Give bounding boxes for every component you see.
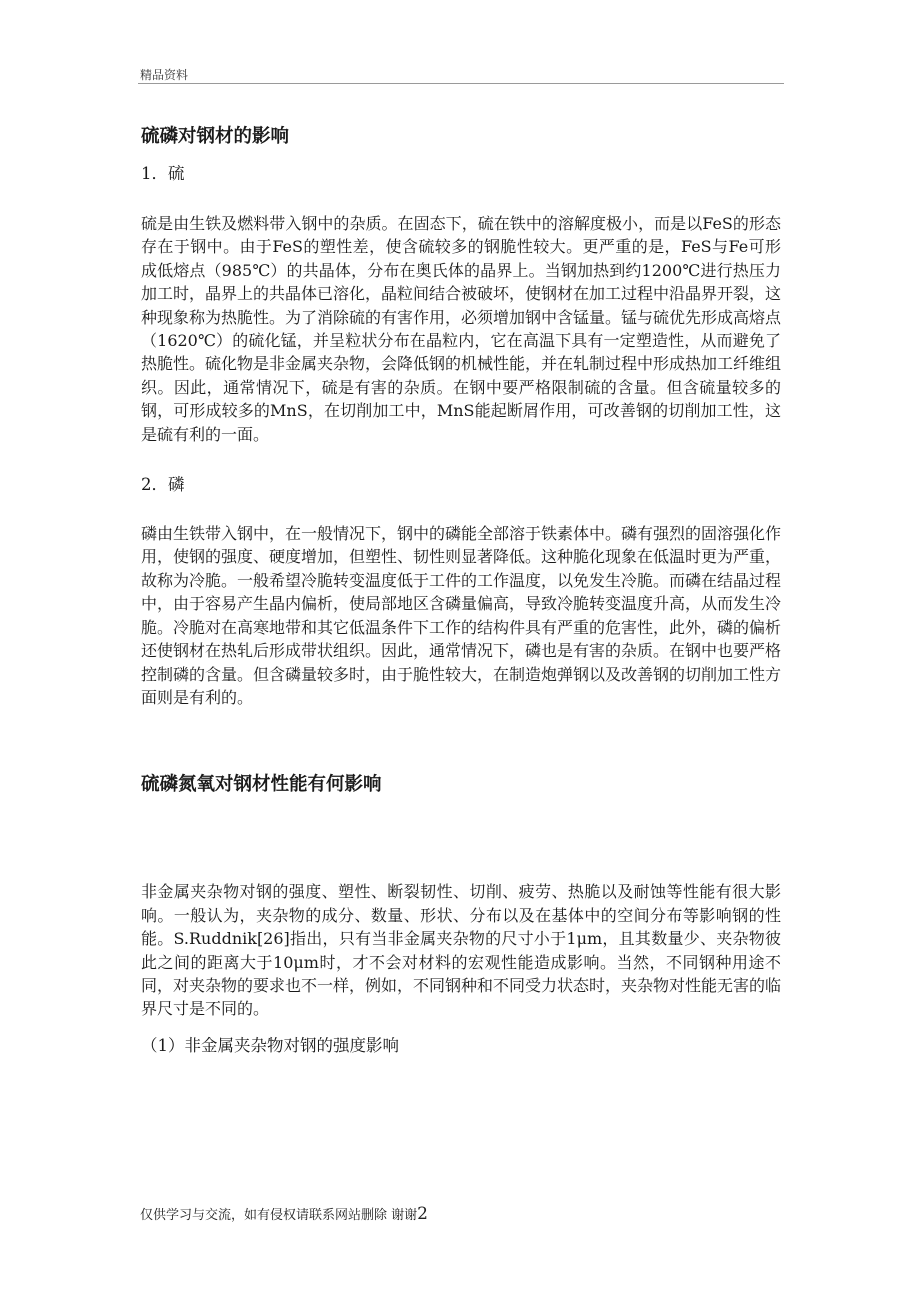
section-title-sulfur-phosphorus: 硫磷对钢材的影响 [141, 126, 290, 147]
paragraph-sulfur: 硫是由生铁及燃料带入钢中的杂质。在固态下，硫在铁中的溶解度极小，而是以FeS的形态存在于钢中。由于FeS的塑性差，使含硫较多的钢脆性较大。更严重的是，FeS与Fe可形成低熔点（985℃）的共晶体，分布在奥氏体的晶界上。当钢加热到约1200℃进行热压力加工时，晶界上的共晶体已溶化，晶粒间结合被破坏，使钢材在加工过程中沿晶界开裂，这种现象称为热脆性。为了消除硫的有害作用，必须增加钢中含锰量。锰与硫优先形成高熔点（1620℃）的硫化锰，并呈粒状分布在晶粒内，它在高温下具有一定塑造性，从而避免了热脆性。硫化物是非金属夹杂物，会降低钢的机械性能，并在轧制过程中形成热加工纤维组织。因此，通常情况下，硫是有害的杂质。在钢中要严格限制硫的含量。但含硫量较多的钢，可形成较多的MnS，在切削加工中，MnS能起断屑作用，可改善钢的切削加工性，这是硫有利的一面。 [141, 214, 782, 444]
subheading-sulfur: 1．硫 [141, 164, 185, 183]
subheading-phosphorus: 2．磷 [141, 475, 185, 495]
footer-note: 仅供学习与交流，如有侵权请联系网站删除 谢谢 [140, 1208, 418, 1223]
paragraph-phosphorus: 磷由生铁带入钢中，在一般情况下，钢中的磷能全部溶于铁素体中。磷有强烈的固溶强化作用，使钢的强度、硬度增加，但塑性、韧性则显著降低。这种脆化现象在低温时更为严重，故称为冷脆。一般希望冷脆转变温度低于工件的工作温度，以免发生冷脆。而磷在结晶过程中，由于容易产生晶内偏析，使局部地区含磷量偏高，导致冷脆转变温度升高，从而发生冷脆。冷脆对在高寒地带和其它低温条件下工作的结构件具有严重的危害性，此外，磷的偏析还使钢材在热轧后形成带状组织。因此，通常情况下，磷也是有害的杂质。在钢中也要严格控制磷的含量。但含磷量较多时，由于脆性较大，在制造炮弹钢以及改善钢的切削加工性方面则是有利的。 [141, 524, 782, 707]
section-title-impurities: 硫磷氮氧对钢材性能有何影响 [141, 774, 382, 796]
subheading-strength-effect: （1）非金属夹杂物对钢的强度影响 [141, 1035, 399, 1055]
page-number: 2 [417, 1204, 428, 1224]
page-header-label: 精品资料 [140, 68, 189, 82]
paragraph-inclusions: 非金属夹杂物对钢的强度、塑性、断裂韧性、切削、疲劳、热脆以及耐蚀等性能有很大影响。一般认为，夹杂物的成分、数量、形状、分布以及在基体中的空间分布等影响钢的性能。S.Ruddnik[26]指出，只有当非金属夹杂物的尺寸小于1μm，且其数量少、夹杂物彼此之间的距离大于10μm时，才不会对材料的宏观性能造成影响。当然，不同钢种用途不同，对夹杂物的要求也不一样，例如，不同钢种和不同受力状态时，夹杂物对性能无害的临界尺寸是不同的。 [141, 882, 782, 1019]
header-divider [138, 83, 784, 84]
page-footer [140, 1204, 428, 1224]
document-body [141, 120, 781, 1058]
